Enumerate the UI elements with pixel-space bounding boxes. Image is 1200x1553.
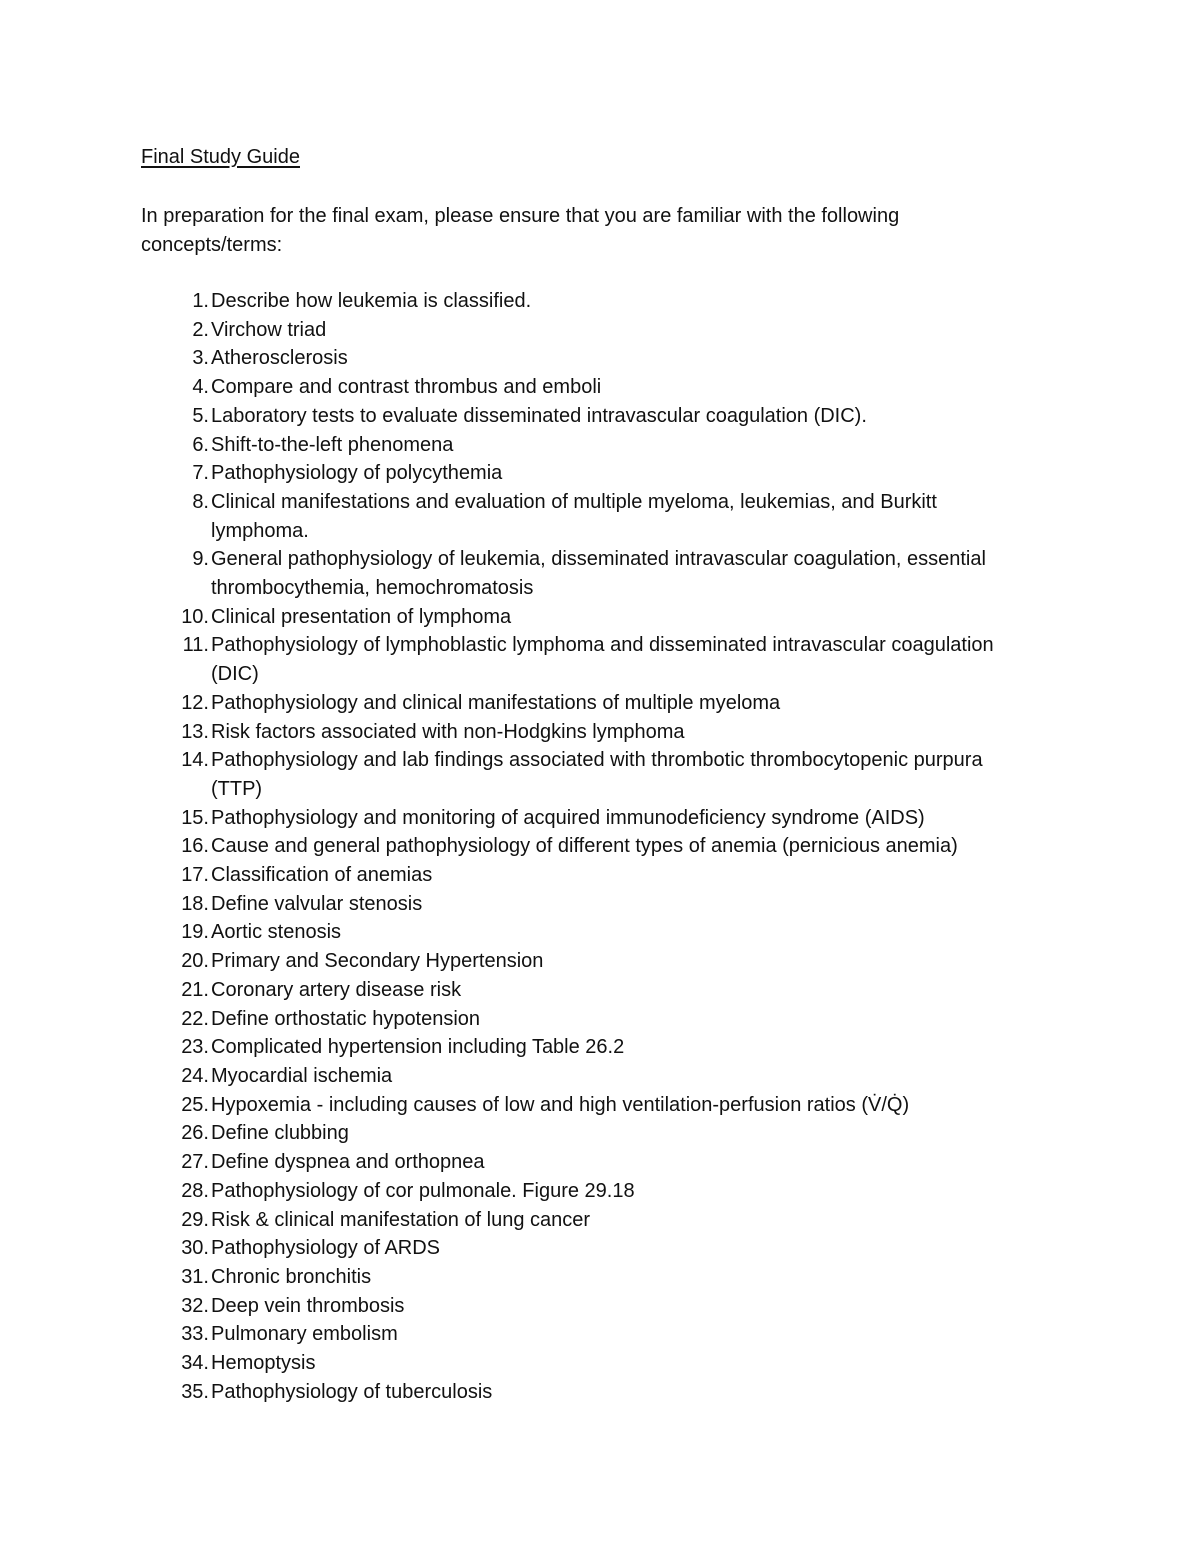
list-item-number: 25.	[181, 1093, 209, 1116]
list-item-number: 17.	[181, 864, 209, 887]
list-item-number: 32.	[181, 1294, 209, 1317]
list-item-number: 18.	[181, 892, 209, 915]
list-item-number: 21.	[181, 978, 209, 1001]
list-item	[141, 631, 1071, 688]
list-item-text: Clinical presentation of lymphoma	[211, 605, 512, 628]
list-item-text: Deep vein thrombosis	[211, 1294, 405, 1317]
list-item	[141, 1320, 1071, 1349]
list-item-number: 30.	[181, 1237, 209, 1260]
list-item-number: 12.	[181, 691, 209, 714]
list-item-text: Compare and contrast thrombus and emboli	[211, 376, 602, 399]
list-item-number: 28.	[181, 1179, 209, 1202]
list-item-text: Pathophysiology and clinical manifestations of multiple myeloma	[211, 691, 781, 714]
list-item-text: Coronary artery disease risk	[211, 978, 462, 1001]
list-item-number: 20.	[181, 950, 209, 973]
list-item-text: Describe how leukemia is classified.	[211, 290, 532, 312]
list-item-number: 19.	[181, 921, 209, 944]
list-item-text: Hemoptysis	[211, 1352, 316, 1375]
list-item	[141, 1378, 1071, 1407]
list-item	[141, 431, 1071, 460]
list-item-number: 4.	[192, 376, 209, 399]
list-item-text: Shift-to-the-left phenomena	[211, 433, 454, 456]
list-item-number: 29.	[181, 1208, 209, 1231]
list-item	[141, 861, 1071, 890]
list-item	[141, 1206, 1071, 1235]
list-item-number: 8.	[192, 490, 209, 513]
list-item-number: 16.	[181, 835, 209, 858]
list-item	[141, 1062, 1071, 1091]
list-item-text: Myocardial ischemia	[211, 1064, 393, 1087]
list-item-text: Cause and general pathophysiology of different types of anemia (pernicious anemia)	[211, 835, 958, 858]
list-item	[141, 344, 1071, 373]
list-item	[141, 1119, 1071, 1148]
list-item-number: 13.	[181, 720, 209, 743]
list-item-text: Define orthostatic hypotension	[211, 1007, 481, 1030]
list-item	[141, 1292, 1071, 1321]
list-item-text: Pathophysiology of lymphoblastic lymphoma and disseminated intravascular coagulation (DIC)	[211, 634, 994, 686]
list-item-number: 31.	[181, 1265, 209, 1288]
list-item-number: 10.	[181, 605, 209, 628]
list-item	[141, 1148, 1071, 1177]
list-item-text: Hypoxemia - including causes of low and high ventilation-perfusion ratios (V̇/Q̇)	[211, 1093, 910, 1116]
list-item	[141, 1033, 1071, 1062]
list-item-text: Pathophysiology of polycythemia	[211, 462, 503, 485]
list-item-number: 14.	[181, 749, 209, 772]
list-item-text: Pathophysiology of ARDS	[211, 1237, 441, 1260]
list-item-number: 15.	[181, 806, 209, 829]
list-item	[141, 545, 1071, 602]
list-item-text: Virchow triad	[211, 318, 327, 341]
list-item-text: Clinical manifestations and evaluation of multiple myeloma, leukemias, and Burkitt lymphoma.	[211, 490, 937, 542]
list-item-text: Chronic bronchitis	[211, 1265, 372, 1288]
list-item	[141, 459, 1071, 488]
list-item-text: Pulmonary embolism	[211, 1323, 398, 1346]
list-item	[141, 373, 1071, 402]
list-item-number: 3.	[192, 347, 209, 370]
list-item	[141, 804, 1071, 833]
list-item-number: 22.	[181, 1007, 209, 1030]
list-item-text: Risk & clinical manifestation of lung cancer	[211, 1208, 591, 1231]
list-item-text: Pathophysiology of tuberculosis	[211, 1380, 493, 1403]
list-item-text: Classification of anemias	[211, 864, 433, 887]
list-item-text: Primary and Secondary Hypertension	[211, 950, 544, 973]
list-item	[141, 488, 1071, 545]
list-item	[141, 316, 1071, 345]
list-item	[141, 603, 1071, 632]
list-item-number: 6.	[192, 433, 209, 456]
list-item-number: 24.	[181, 1064, 209, 1087]
list-item-text: Pathophysiology and monitoring of acquired immunodeficiency syndrome (AIDS)	[211, 806, 925, 829]
intro-paragraph: In preparation for the final exam, please ensure that you are familiar with the following concepts/terms:	[141, 205, 900, 256]
list-item	[141, 832, 1071, 861]
list-item	[141, 918, 1071, 947]
list-item-number: 11.	[182, 634, 209, 657]
list-item-text: Complicated hypertension including Table 26.2	[211, 1036, 625, 1059]
list-item	[141, 746, 1071, 803]
list-item	[141, 718, 1071, 747]
list-item-text: Aortic stenosis	[211, 921, 342, 944]
study-topic-list	[141, 287, 1071, 1406]
list-item	[141, 947, 1071, 976]
list-item	[141, 1234, 1071, 1263]
list-item	[141, 1349, 1071, 1378]
list-item-number: 2.	[192, 318, 209, 341]
list-item-number: 7.	[192, 462, 209, 485]
list-item-text: Define valvular stenosis	[211, 892, 423, 915]
list-item-text: Risk factors associated with non-Hodgkins lymphoma	[211, 720, 685, 743]
list-item-text: Pathophysiology and lab findings associated with thrombotic thrombocytopenic purpura (TTP)	[211, 749, 983, 800]
list-item-number: 33.	[181, 1323, 209, 1346]
list-item-text: Pathophysiology of cor pulmonale. Figure 29.18	[211, 1179, 635, 1202]
list-item	[141, 287, 1071, 316]
document-title: Final Study Guide	[141, 146, 300, 168]
list-item-number: 35.	[181, 1380, 209, 1403]
list-item-number: 1.	[192, 290, 209, 312]
list-item-number: 23.	[181, 1036, 209, 1059]
list-item-number: 26.	[181, 1122, 209, 1145]
list-item	[141, 402, 1071, 431]
list-item	[141, 1263, 1071, 1292]
list-item-number: 27.	[181, 1151, 209, 1174]
list-item	[141, 976, 1071, 1005]
list-item	[141, 1177, 1071, 1206]
list-item-text: Atherosclerosis	[211, 347, 348, 370]
list-item-number: 5.	[192, 404, 209, 427]
list-item-text: Define dyspnea and orthopnea	[211, 1151, 485, 1174]
list-item-number: 9.	[192, 548, 209, 571]
list-item	[141, 1091, 1071, 1120]
list-item	[141, 890, 1071, 919]
list-item-text: Laboratory tests to evaluate disseminated intravascular coagulation (DIC).	[211, 404, 867, 427]
list-item-text: Define clubbing	[211, 1122, 349, 1145]
list-item	[141, 1005, 1071, 1034]
list-item	[141, 689, 1071, 718]
list-item-number: 34.	[181, 1352, 209, 1375]
list-item-text: General pathophysiology of leukemia, disseminated intravascular coagulation, essential thrombocythemia, hemochromatosis	[211, 548, 986, 600]
